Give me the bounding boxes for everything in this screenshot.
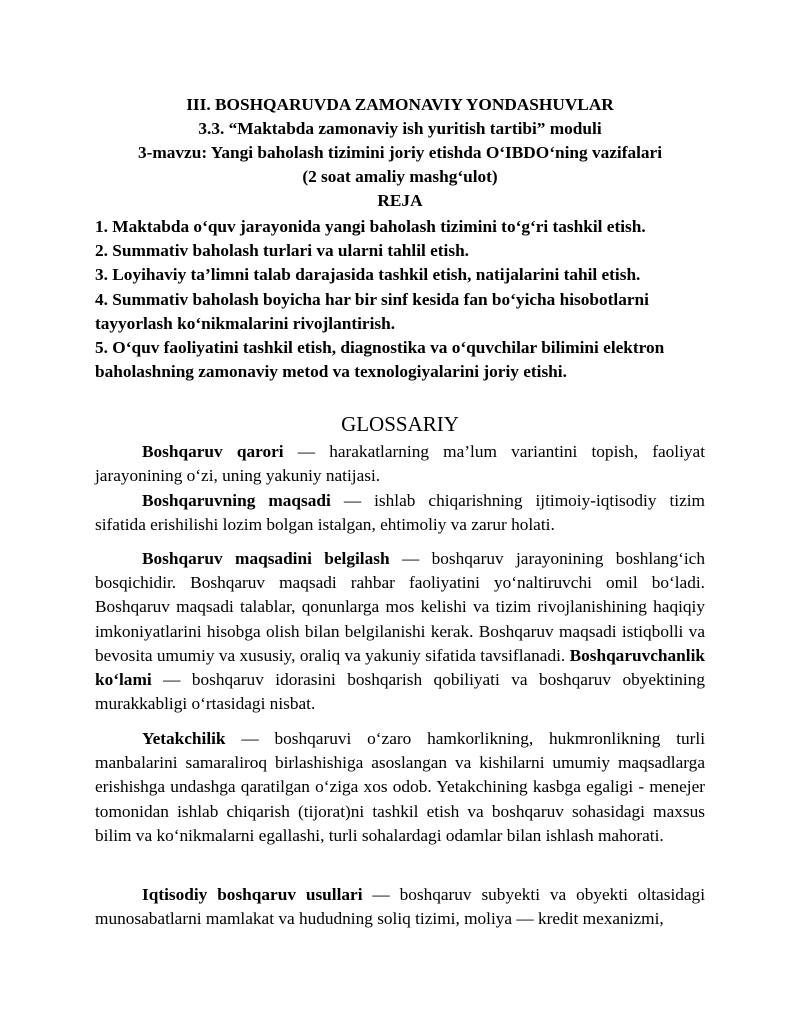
- glossary-term: Boshqaruv maqsadini belgilash: [142, 549, 390, 568]
- glossary-entry: [95, 727, 705, 848]
- plan-list: [95, 215, 715, 384]
- section-title: III. BOSHQARUVDA ZAMONAVIY YONDASHUVLAR: [186, 95, 614, 114]
- glossary-term: Boshqaruvchanlik ko‘lami: [95, 645, 705, 690]
- glossary-entry: [95, 547, 705, 716]
- glossary-term: Boshqaruv qarori: [142, 442, 284, 461]
- glossary-definition: — ishlab chiqarishning ijtimoiy-iqtisodiy tizim sifatida erishilishi lozim bolgan istalgan, ehtimoliy va zarur holati.: [95, 491, 705, 535]
- glossary-entry: [95, 489, 705, 537]
- glossary-definition: — boshqaruv idorasini boshqarish qobiliyati va boshqaruv obyektining murakkabligi o‘rtasidagi nisbat.: [95, 670, 705, 714]
- glossary-term: Iqtisodiy boshqaruv usullari: [142, 885, 363, 904]
- glossary-term: Yetakchilik: [142, 729, 226, 748]
- glossary-definition: — boshqaruvi o‘zaro hamkorlikning, hukmronlikning turli manbalarini samaraliroq birlashishiga asoslangan va kishilarni umumiy maqsadlarga erishishga undashga qaratilgan o‘ziga xos odob. Yetakchining kasbga egaligi - menejer tomonidan ishlab chiqarish (tijorat)ni tashkil etish va boshqaruv sohasidagi maxsus bilim va ko‘nikmalarni egallashi, turli sohalardagi odamlar bilan ishlash mahorati.: [95, 729, 705, 845]
- glossary-term: Boshqaruvning maqsadi: [142, 491, 331, 510]
- plan-item: 4. Summativ baholash boyicha har bir sinf kesida fan bo‘yicha hisobotlarni tayyorlash ko‘nikmalarini rivojlantirish.: [95, 289, 649, 333]
- plan-heading: REJA: [377, 191, 423, 210]
- glossary-title: GLOSSARIY: [341, 412, 459, 436]
- session-note: (2 soat amaliy mashg‘ulot): [302, 167, 498, 186]
- plan-item: 5. O‘quv faoliyatini tashkil etish, diagnostika va o‘quvchilar bilimini elektron baholashning zamonaviy metod va texnologiyalarini joriy etishi.: [95, 338, 665, 382]
- glossary-entry: [95, 883, 705, 931]
- glossary-entry: [95, 440, 705, 488]
- plan-item: 1. Maktabda o‘quv jarayonida yangi baholash tizimini to‘g‘ri tashkil etish.: [95, 217, 646, 236]
- topic-title: 3-mavzu: Yangi baholash tizimini joriy etishda O‘IBDO‘ning vazifalari: [137, 143, 663, 162]
- plan-item: 3. Loyihaviy ta’limni talab darajasida tashkil etish, natijalarini tahil etish.: [95, 265, 641, 285]
- plan-item: 2. Summativ baholash turlari va ularni tahlil etish.: [95, 241, 469, 261]
- glossary-definition: — boshqaruv subyekti va obyekti oltasidagi munosabatlarni mamlakat va hududning soliq tizimi, moliya — kredit mexanizmi,: [95, 885, 705, 929]
- module-title: 3.3. “Maktabda zamonaviy ish yuritish tartibi” moduli: [198, 119, 602, 138]
- glossary-definition: — harakatlarning ma’lum variantini topish, faoliyat jarayonining o‘zi, uning yakuniy natijasi.: [95, 442, 706, 486]
- glossary-definition: — boshqaruv jarayonining boshlang‘ich bosqichidir. Boshqaruv maqsadi rahbar faoliyatini yo‘naltiruvchi omil bo‘ladi. Boshqaruv maqsadi talablar, qonunlarga mos kelishi va tizim rivojlanishining haqiqiy imkoniyatlarini hisobga olish bilan belgilanishi kerak. Boshqaruv maqsadi istiqbolli va bevosita umumiy va xususiy, oraliq va yakuniy sifatida tavsiflanadi.: [95, 549, 705, 665]
